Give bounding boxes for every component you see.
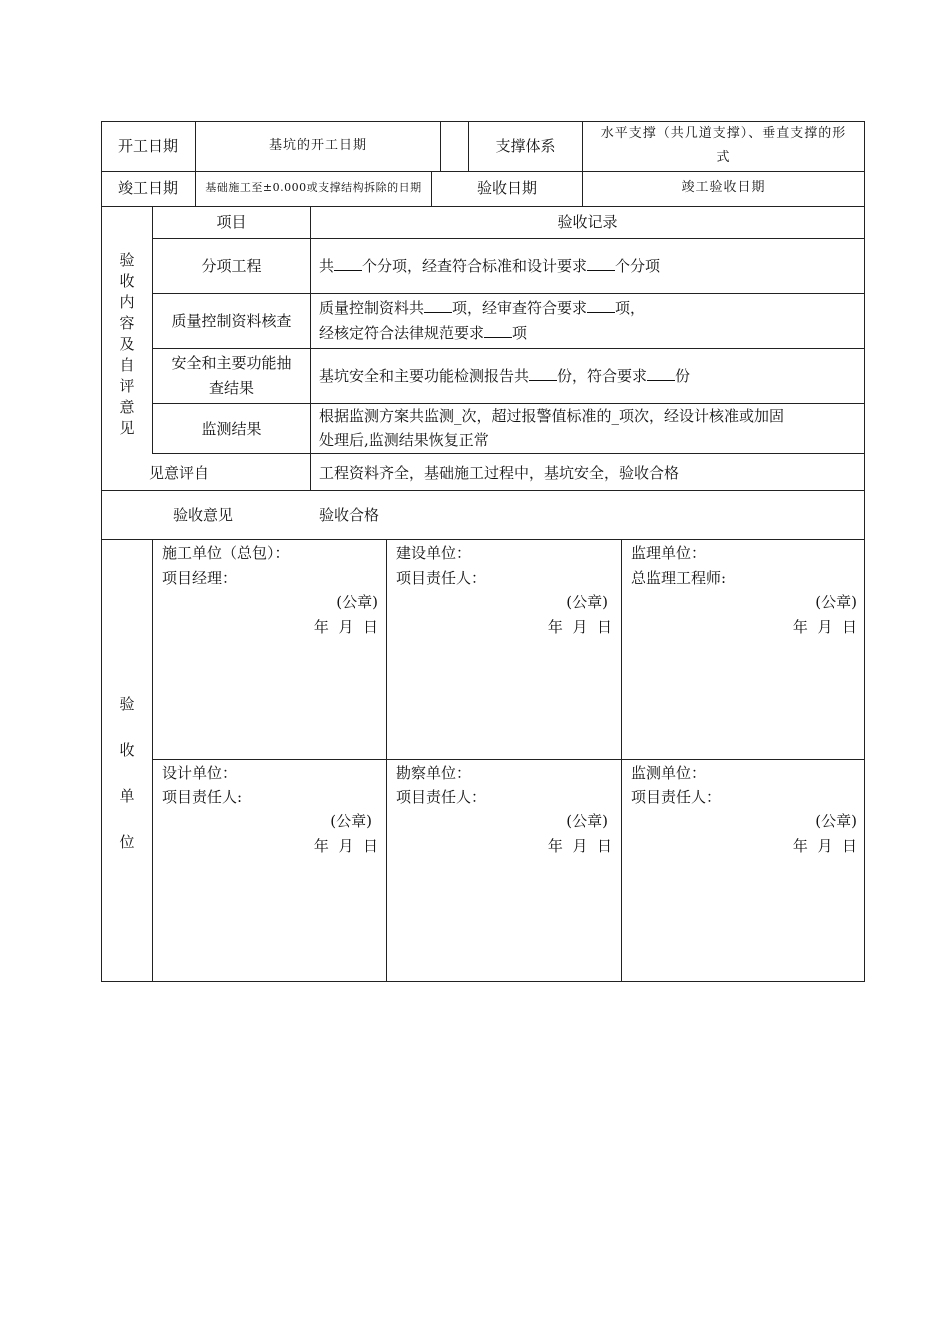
table-border-right [864,121,865,982]
sign-date: 年 月 日 [313,837,378,855]
content-side-label [117,249,137,438]
divider [152,238,865,239]
official-seal: (公章) [336,593,378,611]
unit-name: 监测单位： [631,764,707,782]
sign-date: 年 月 日 [313,618,378,636]
unit-person: 总监理工程师: [631,569,727,587]
divider [152,348,865,349]
conclusion-value: 验收合格 [319,506,380,524]
record-text: 质量控制资料共 [319,299,425,317]
blank-line [587,256,615,271]
record-text: 项 [512,324,528,342]
official-seal: (公章) [330,812,372,830]
record-text: 项，经审查符合要求 [452,299,588,317]
unit-name: 设计单位： [162,764,238,782]
support-system-value-line1: 水平支撑（共几道支撑）、垂直支撑的形 [600,126,847,141]
acceptance-form-table [101,121,865,982]
unit-person: 项目经理： [162,569,238,587]
record-column-header: 验收记录 [557,213,618,231]
unit-person: 项目责任人： [396,788,487,806]
side-char: 位 [119,833,135,851]
record-text: 个分项，经查符合标准和设计要求 [362,257,588,275]
row-record-line2 [319,321,527,345]
record-text: 基坑安全和主要功能检测报告共 [319,367,530,385]
divider [101,171,865,172]
side-char: 意 [119,398,135,416]
official-seal: (公章) [815,812,857,830]
record-text: 个分项 [615,257,661,275]
support-system-label: 支撑体系 [495,137,556,155]
record-text: 份，符合要求 [557,367,648,385]
end-date-value: 基础施工至±0.000或支撑结构拆除的日期 [205,181,422,194]
side-char: 容 [119,314,135,332]
side-char: 收 [119,741,135,759]
unit-name: 建设单位： [396,544,472,562]
side-char: 评 [119,377,135,395]
divider [101,490,865,491]
divider [440,121,441,171]
conclusion-label: 验收意见 [173,506,234,524]
side-char: 及 [119,335,135,353]
blank-line [647,366,675,381]
start-date-value: 基坑的开工日期 [268,138,367,153]
row-record-line1 [319,296,645,320]
blank-line [484,323,512,338]
unit-person: 项目责任人： [396,569,487,587]
end-date-label: 竣工日期 [117,179,178,197]
row-record [319,254,660,278]
divider [152,453,865,454]
start-date-label: 开工日期 [117,137,178,155]
item-column-header: 项目 [216,213,247,231]
unit-name: 勘察单位： [396,764,472,782]
blank-line [334,256,362,271]
side-char: 收 [119,272,135,290]
blank-line [529,366,557,381]
side-char: 验 [119,695,135,713]
side-char: 内 [119,293,135,311]
row-item-line1: 安全和主要功能抽 [171,354,292,372]
record-text: 经核定符合法律规范要求 [319,324,485,342]
sign-date: 年 月 日 [547,618,612,636]
row-item: 监测结果 [201,420,262,438]
side-char: 自 [119,356,135,374]
divider [386,539,387,982]
official-seal: (公章) [566,812,608,830]
official-seal: (公章) [566,593,608,611]
units-side-label [117,681,137,865]
row-item: 分项工程 [201,257,262,275]
self-evaluation-record: 工程资料齐全，基础施工过程中，基坑安全，验收合格 [319,464,680,482]
sign-date: 年 月 日 [792,618,857,636]
acceptance-date-label: 验收日期 [476,179,537,197]
unit-person: 项目责任人： [631,788,722,806]
sign-date: 年 月 日 [547,837,612,855]
blank-line [424,298,452,313]
row-record-line1: 根据监测方案共监测_次，超过报警值标准的_项次，经设计核准或加固 [319,407,785,425]
side-char: 验 [119,251,135,269]
table-border-bottom [101,981,865,982]
side-char: 单 [119,787,135,805]
side-char: 见 [119,419,135,437]
divider [152,293,865,294]
record-text: 项， [615,299,646,317]
unit-person: 项目责任人: [162,788,243,806]
blank-line [587,298,615,313]
row-item-line2: 查结果 [208,379,254,397]
row-record [319,364,690,388]
support-system-value-line2: 式 [716,150,731,165]
divider [621,539,622,982]
record-text: 份 [675,367,691,385]
row-item: 质量控制资料核查 [171,312,292,330]
unit-name: 监理单位： [631,544,707,562]
sign-date: 年 月 日 [792,837,857,855]
row-record-line2: 处理后,监测结果恢复正常 [319,431,489,449]
self-evaluation-label: 见意评自 [149,464,210,482]
divider [101,539,865,540]
record-text: 共 [319,257,335,275]
unit-name: 施工单位（总包）： [162,544,290,562]
divider [152,539,153,982]
official-seal: (公章) [815,593,857,611]
divider [152,759,865,760]
acceptance-date-value: 竣工验收日期 [681,180,766,195]
table-border-left [101,121,102,982]
divider [101,206,865,207]
